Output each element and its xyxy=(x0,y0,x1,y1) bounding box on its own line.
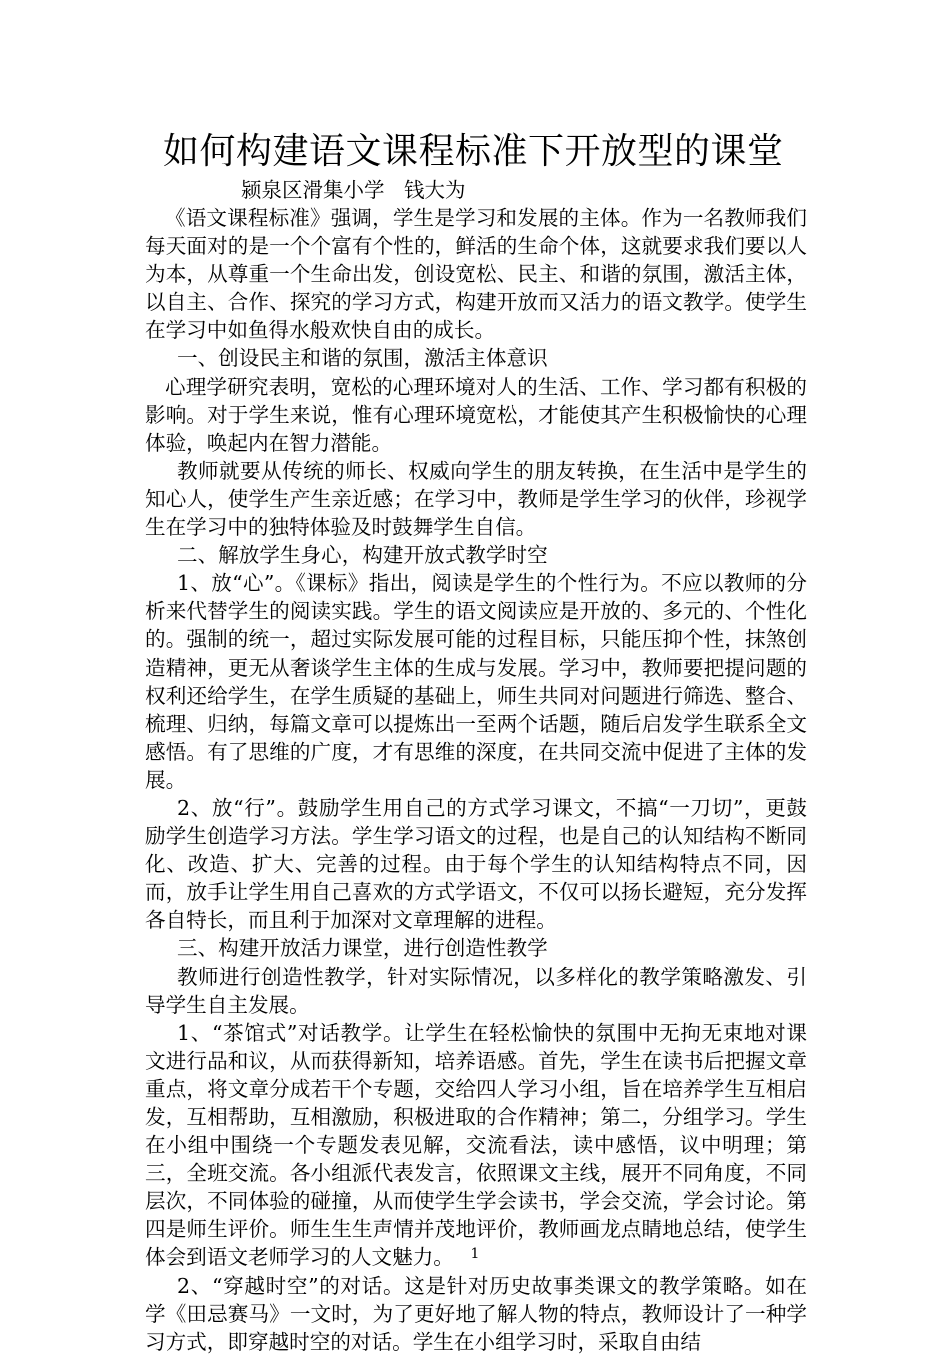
body-paragraph: 2、“穿越时空”的对话。这是针对历史故事类课文的教学策略。如在学《田忌赛马》一文时，为了更好地了解人物的特点，教师设计了一种学习方式，即穿越时空的对话。学生在小组学习时，采取自由结 xyxy=(145,1273,807,1354)
section-heading: 二、解放学生身心，构建开放式教学时空 xyxy=(177,543,548,568)
body-paragraph: 《语文课程标准》强调，学生是学习和发展的主体。作为一名教师我们每天面对的是一个个富有个性的，鲜活的生命个体，这就要求我们要以人为本，从尊重一个生命出发，创设宽松、民主、和谐的氛围，激活主体，以自主、合作、探究的学习方式，构建开放而又活力的语文教学。使学生在学习中如鱼得水般欢快自由的成长。 xyxy=(145,206,807,343)
page-number: 1 xyxy=(470,1246,480,1262)
body-paragraph: 1、放“心”。《课标》指出，阅读是学生的个性行为。不应以教师的分析来代替学生的阅读实践。学生的语文阅读应是开放的、多元的、个性化的。强制的统一，超过实际发展可能的过程目标，只能压抑个性，抹煞创造精神，更无从奢谈学生主体的生成与发展。学习中，教师要把提问题的权利还给学生，在学生质疑的基础上，师生共同对问题进行筛选、整合、梳理、归纳，每篇文章可以提炼出一至两个话题，随后启发学生联系全文感悟。有了思维的广度，才有思维的深度，在共同交流中促进了主体的发展。 xyxy=(145,571,807,792)
document-page xyxy=(145,128,807,1356)
body-paragraph: 1、“茶馆式”对话教学。让学生在轻松愉快的氛围中无拘无束地对课文进行品和议，从而获得新知，培养语感。首先，学生在读书后把握文章重点，将文章分成若干个专题，交给四人学习小组，旨在培养学生互相启发，互相帮助，互相激励，积极进取的合作精神；第二，分组学习。学生在小组中围绕一个专题发表见解，交流看法，读中感悟，议中明理；第三，全班交流。各小组派代表发言，依照课文主线，展开不同角度，不同层次，不同体验的碰撞，从而使学生学会读书，学会交流，学会讨论。第四是师生评价。师生生生声情并茂地评价，教师画龙点睛地总结，使学生体会到语文老师学习的人文魅力。 xyxy=(145,1020,807,1270)
body-paragraph: 2、放“行”。鼓励学生用自己的方式学习课文，不搞“一刀切”，更鼓励学生创造学习方法。学生学习语文的过程，也是自己的认知结构不断同化、改造、扩大、完善的过程。由于每个学生的认知结构特点不同，因而，放手让学生用自己喜欢的方式学语文，不仅可以扬长避短，充分发挥各自特长，而且利于加深对文章理解的进程。 xyxy=(145,795,807,933)
body-paragraph: 教师就要从传统的师长、权威向学生的朋友转换，在生活中是学生的知心人，使学生产生亲近感；在学习中，教师是学生学习的伙伴，珍视学生在学习中的独特体验及时鼓舞学生自信。 xyxy=(145,458,807,540)
body-paragraph: 教师进行创造性教学，针对实际情况，以多样化的教学策略激发、引导学生自主发展。 xyxy=(145,964,807,1017)
body-paragraph: 心理学研究表明，宽松的心理环境对人的生活、工作、学习都有积极的影响。对于学生来说，惟有心理环境宽松，才能使其产生积极愉快的心理体验，唤起内在智力潜能。 xyxy=(145,374,807,455)
author-byline: 颍泉区滑集小学 钱大为 xyxy=(241,178,466,202)
document-title: 如何构建语文课程标准下开放型的课堂 xyxy=(163,131,784,172)
section-heading: 一、创设民主和谐的氛围，激活主体意识 xyxy=(177,346,548,371)
document-body xyxy=(145,204,807,1356)
section-heading: 三、构建开放活力课堂，进行创造性教学 xyxy=(177,936,548,961)
